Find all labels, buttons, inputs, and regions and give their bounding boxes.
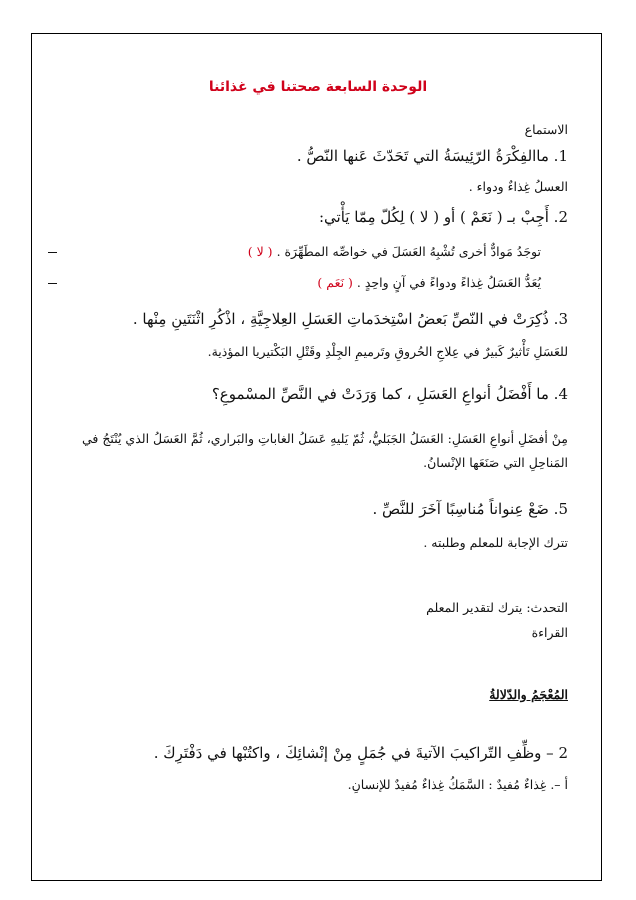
- question-2-item-1-answer: ( لا ): [247, 244, 273, 259]
- question-3: 3. ذُكِرَتْ في النّصِّ بَعضُ اسْتِخدَماتِ العَسَلِ العِلاجِيَّةِ ، اذْكُرِ اثْنَتَينِ مِنْها .: [132, 310, 568, 328]
- lexicon-question-2: 2 – وظِّفِ التّراكيبَ الآتيةَ في جُمَلٍ مِنْ إنْشائِكَ ، واكتُبْها في دَفْتَرِكَ .: [153, 744, 568, 762]
- answer-3: للعَسَلِ تَأْثيرٌ كَبيرٌ في عِلاجِ الحُروقِ وتَرميمِ الجِلْدِ وقَتْلِ البَكْتيريا المؤذية.: [207, 344, 568, 359]
- question-2-item-2-text: يُعَدُّ العَسَلُ غِذاءً ودواءً في آنٍ واحِدٍ .: [356, 275, 541, 290]
- answer-4: مِنْ أفضَلِ أنواعِ العَسَلِ: العَسَلُ الجَبَليُّ، ثُمّ يَليهِ عَسَلُ الغاباتِ والبَراري، ثُمَّ العَسَلُ الذي يُنْتَجُ في المَناحِلِ التي صَنَعَها الإنْسانُ.: [82, 431, 568, 470]
- question-1: 1. ماالفِكْرَةُ الرّئِيسَةُ التي تَحَدّثَ عَنها النّصُّ .: [296, 147, 568, 165]
- question-4: 4. ما أَفْضَلُ أنواعِ العَسَلِ ، كما وَرَدَتْ في النَّصِّ المسْموعِ؟: [211, 385, 568, 403]
- question-2-item-2-answer: ( نَعَم ): [317, 275, 353, 290]
- speaking-note: التحدث: يترك لتقدير المعلم: [426, 600, 568, 615]
- question-2-item-2: [60, 274, 541, 292]
- page-title: الوحدة السابعة صحتنا في غذائنا: [208, 79, 428, 95]
- answer-1: العسلُ غِذاءٌ ودواء .: [468, 179, 568, 194]
- lexicon-heading: المُعْجَمُ والدّلالةُ: [489, 687, 568, 702]
- lexicon-item-a: أ –. غِذاءٌ مُفيدٌ : السَّمَكُ غِذاءٌ مُفيدٌ للإنسانِ.: [347, 777, 568, 792]
- question-2: 2. أَجِبْ بـ ( نَعَمْ ) أو ( لا ) لِكُلّ مِمّا يَأْتي:: [318, 208, 568, 226]
- question-2-item-1-text: توجَدُ مَوادٌّ أخرى تُشْبِهُ العَسَلَ في خواصِّه المطَهِّرَة .: [276, 244, 541, 259]
- question-5: 5. ضَعْ عِنواناً مُناسِبًا آخَرَ للنَّصِّ .: [372, 500, 568, 518]
- bullet-dash: [48, 283, 57, 284]
- question-2-item-1: [60, 243, 541, 261]
- reading-heading: القراءة: [531, 625, 568, 640]
- section-listening-heading: الاستماع: [524, 122, 568, 137]
- answer-5: تترك الإجابة للمعلم وطلبته .: [423, 535, 568, 550]
- bullet-dash: [48, 252, 57, 253]
